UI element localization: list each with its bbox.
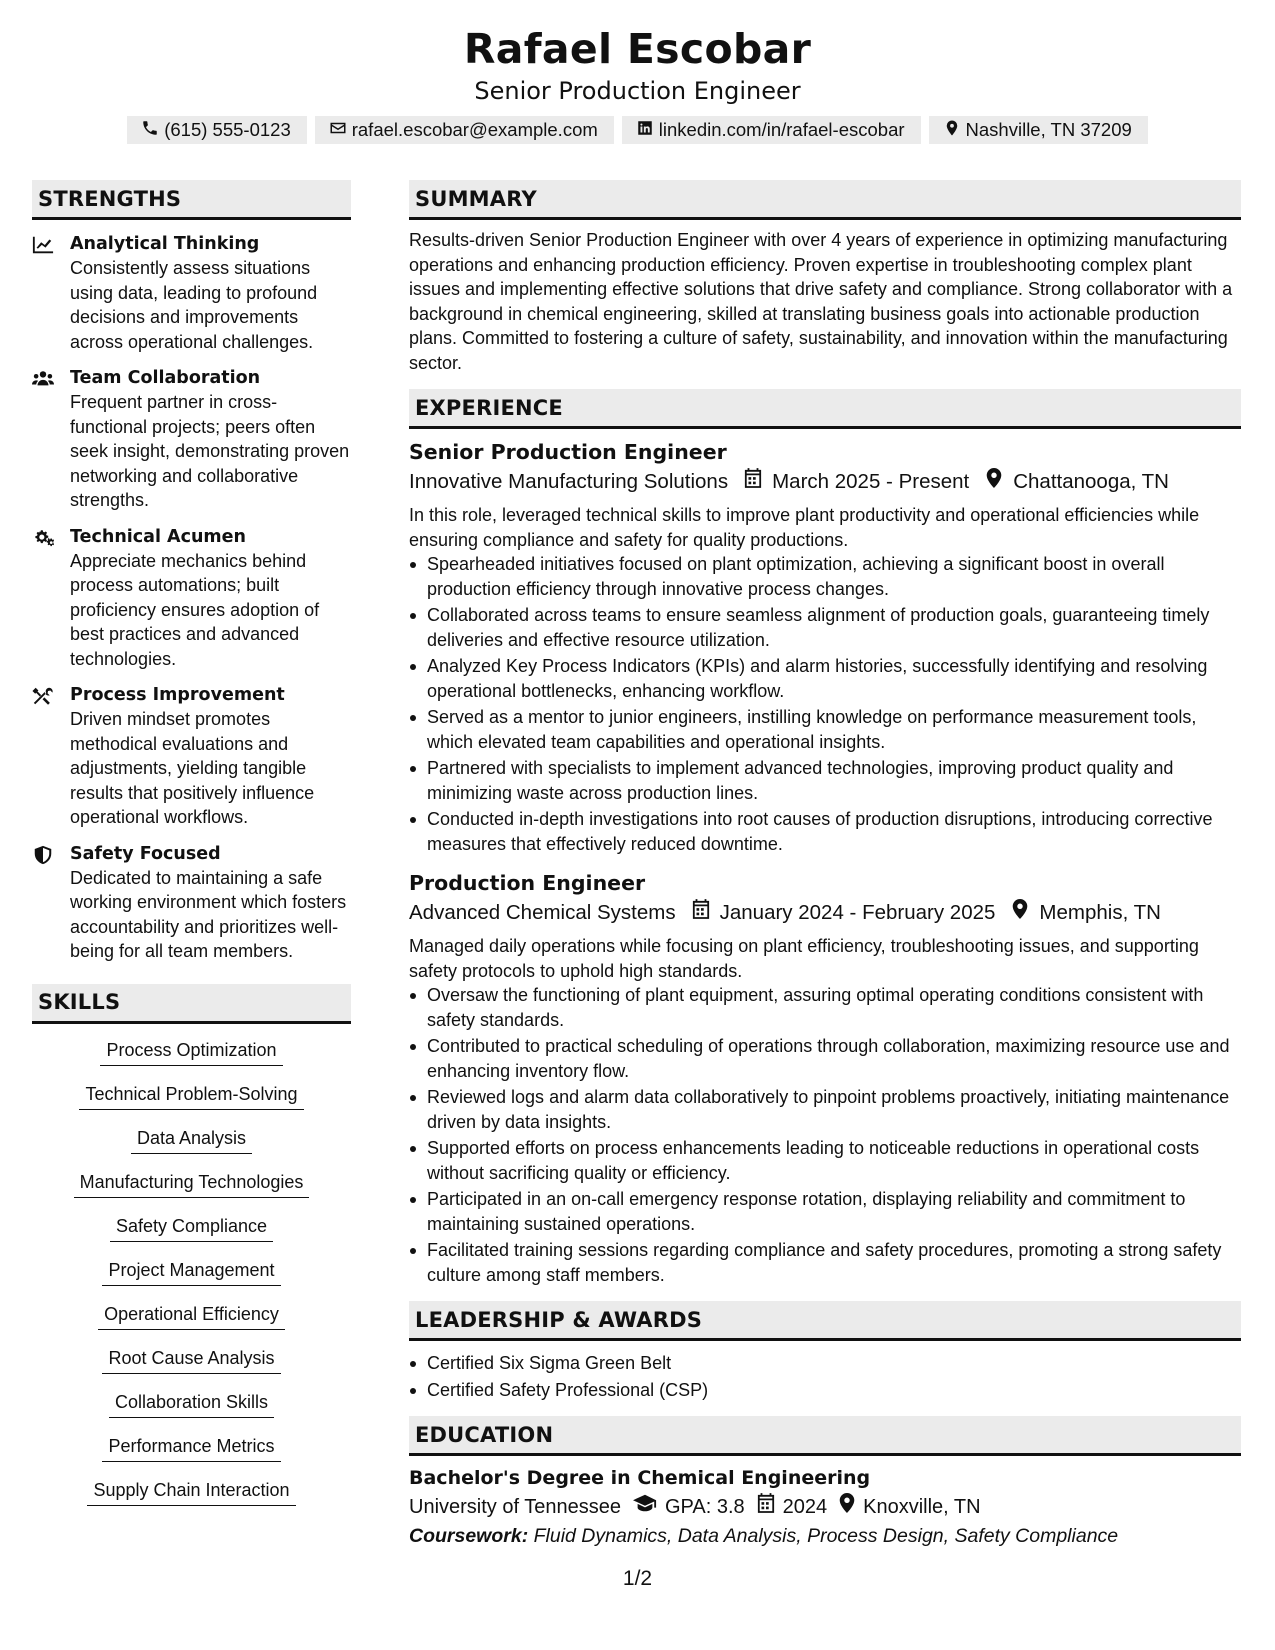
job-entry	[409, 437, 1241, 856]
contact-linkedin	[622, 116, 921, 144]
contact-location	[929, 116, 1148, 144]
job-meta	[409, 898, 1241, 928]
contact-email-text: rafael.escobar@example.com	[351, 119, 598, 140]
job-bullet: Served as a mentor to junior engineers, instilling knowledge on performance measurement tools, which elevated team capabilities and operational insights.	[409, 705, 1241, 754]
map-pin-icon	[995, 898, 1039, 928]
job-bullet: Participated in an on-call emergency response rotation, displaying reliability and commitment to maintaining sustained operations.	[409, 1187, 1241, 1236]
job-title: Senior Production Engineer	[409, 440, 727, 464]
job-dates: January 2024 - February 2025	[719, 901, 996, 924]
calendar-icon	[745, 1492, 783, 1522]
contact-phone-text: (615) 555-0123	[164, 119, 291, 140]
contact-email	[315, 116, 614, 144]
skill-tag: Performance Metrics	[102, 1434, 280, 1462]
gears-icon	[32, 525, 70, 672]
contact-bar	[0, 116, 1275, 144]
skill-tag: Collaboration Skills	[109, 1390, 274, 1418]
map-pin-icon	[943, 119, 961, 142]
awards-list	[409, 1351, 1241, 1402]
strength-name: Technical Acumen	[70, 526, 246, 547]
skill-tag: Supply Chain Interaction	[87, 1478, 295, 1506]
education-location: Knoxville, TN	[863, 1496, 981, 1518]
skill-tag: Process Optimization	[100, 1038, 282, 1066]
education-year: 2024	[782, 1496, 828, 1518]
resume-header	[0, 22, 1275, 144]
job-location: Chattanooga, TN	[1013, 470, 1169, 493]
strengths-heading: STRENGTHS	[32, 180, 351, 220]
strength-name: Analytical Thinking	[70, 234, 260, 254]
skill-tag: Root Cause Analysis	[102, 1346, 280, 1374]
strength-description: Frequent partner in cross-functional projects; peers often seek insight, demonstrating proven networking and collaborative strengths.	[70, 392, 350, 510]
job-bullet: Partnered with specialists to implement advanced technologies, improving product quality and minimizing waste across production lines.	[409, 756, 1241, 805]
strength-item	[32, 232, 351, 354]
strength-name: Safety Focused	[70, 843, 221, 864]
job-entry	[409, 868, 1241, 1287]
envelope-icon	[329, 119, 347, 142]
job-bullet: Reviewed logs and alarm data collaboratively to pinpoint problems proactively, initiating maintenance driven by data insights.	[409, 1085, 1241, 1134]
education-meta	[409, 1492, 1241, 1522]
coursework-list: Fluid Dynamics, Data Analysis, Process Design, Safety Compliance	[533, 1525, 1119, 1547]
education-coursework	[409, 1522, 1241, 1550]
skill-tag: Data Analysis	[131, 1126, 252, 1154]
linkedin-icon	[636, 119, 654, 142]
award-item: Certified Safety Professional (CSP)	[409, 1378, 1241, 1403]
job-bullet: Collaborated across teams to ensure seamless alignment of production goals, guaranteeing timely deliveries and effective resource utilization.	[409, 603, 1241, 652]
strength-item	[32, 683, 351, 830]
right-column	[409, 180, 1241, 1550]
skill-tag: Technical Problem-Solving	[79, 1082, 303, 1110]
coursework-label: Coursework:	[409, 1525, 529, 1547]
page-number: 1/2	[622, 1567, 653, 1590]
job-bullet: Facilitated training sessions regarding compliance and safety procedures, promoting a strong safety culture among staff members.	[409, 1238, 1241, 1287]
calendar-icon	[676, 898, 720, 928]
contact-linkedin-text: linkedin.com/in/rafael-escobar	[658, 119, 905, 140]
job-dates: March 2025 - Present	[772, 470, 970, 493]
contact-location-text: Nashville, TN 37209	[965, 119, 1132, 140]
job-bullet: Contributed to practical scheduling of operations through collaboration, maximizing resource use and enhancing inventory flow.	[409, 1034, 1241, 1083]
map-pin-icon	[969, 467, 1013, 497]
job-intro: Managed daily operations while focusing on plant efficiency, troubleshooting issues, and supporting safety protocols to uphold high standards.	[409, 936, 1199, 981]
skill-tag: Project Management	[102, 1258, 280, 1286]
summary-text: Results-driven Senior Production Engineer with over 4 years of experience in optimizing manufacturing operations and enhancing production efficiency. Proven expertise in troubleshooting complex plant issues and implementing effective solutions that drive safety and compliance. Strong collaborator with a background in chemical engineering, skilled at translating business goals into actionable production plans. Committed to fostering a culture of safety, sustainability, and innovation within the manufacturing sector.	[409, 230, 1233, 373]
job-bullets	[409, 552, 1241, 856]
phone-icon	[141, 119, 159, 142]
education-degree: Bachelor's Degree in Chemical Engineering	[409, 1467, 871, 1489]
experience-heading: EXPERIENCE	[409, 389, 1241, 429]
job-company: Innovative Manufacturing Solutions	[409, 470, 729, 493]
strength-name: Team Collaboration	[70, 368, 261, 388]
job-title: Production Engineer	[409, 871, 646, 895]
graduation-cap-icon	[621, 1492, 665, 1522]
contact-phone	[127, 116, 307, 144]
users-icon	[32, 366, 70, 513]
job-bullet: Supported efforts on process enhancements leading to noticeable reductions in operational costs without sacrificing quality or efficiency.	[409, 1136, 1241, 1185]
strength-description: Driven mindset promotes methodical evaluations and adjustments, yielding tangible results that positively influence operational workflows.	[70, 709, 315, 827]
job-intro: In this role, leveraged technical skills to improve plant productivity and operational efficiencies while ensuring compliance and safety for quality productions.	[409, 505, 1200, 550]
strengths-list	[32, 232, 351, 964]
strength-name: Process Improvement	[70, 685, 285, 705]
strength-item	[32, 366, 351, 513]
tools-icon	[32, 683, 70, 830]
education-heading: EDUCATION	[409, 1416, 1241, 1456]
strength-item	[32, 842, 351, 964]
summary-heading: SUMMARY	[409, 180, 1241, 220]
job-company: Advanced Chemical Systems	[409, 901, 676, 924]
calendar-icon	[728, 467, 772, 497]
skills-list	[32, 1038, 351, 1522]
strength-item	[32, 525, 351, 672]
job-meta	[409, 467, 1241, 497]
job-bullet: Oversaw the functioning of plant equipment, assuring optimal operating conditions consistent with safety standards.	[409, 983, 1241, 1032]
left-column	[32, 180, 351, 1522]
education-gpa: GPA: 3.8	[664, 1496, 745, 1518]
candidate-name: Rafael Escobar	[463, 25, 812, 73]
strength-description: Dedicated to maintaining a safe working environment which fosters accountability and prioritizes well-being for all team members.	[70, 867, 347, 961]
job-bullet: Conducted in-depth investigations into root causes of production disruptions, introducing corrective measures that effectively reduced downtime.	[409, 807, 1241, 856]
skill-tag: Manufacturing Technologies	[74, 1170, 310, 1198]
map-pin-icon	[827, 1492, 863, 1522]
job-location: Memphis, TN	[1039, 901, 1161, 924]
skills-heading: SKILLS	[32, 984, 351, 1024]
awards-heading: LEADERSHIP & AWARDS	[409, 1301, 1241, 1341]
award-item: Certified Six Sigma Green Belt	[409, 1351, 1241, 1376]
strength-description: Appreciate mechanics behind process automations; built proficiency ensures adoption of best practices and advanced technologies.	[70, 550, 320, 669]
shield-icon	[32, 842, 70, 964]
strength-description: Consistently assess situations using data, leading to profound decisions and improvements across operational challenges.	[70, 258, 318, 352]
job-bullets	[409, 983, 1241, 1287]
job-bullet: Spearheaded initiatives focused on plant optimization, achieving a significant boost in overall production efficiency through innovative process changes.	[409, 552, 1241, 601]
skill-tag: Safety Compliance	[110, 1214, 273, 1242]
job-bullet: Analyzed Key Process Indicators (KPIs) and alarm histories, successfully identifying and resolving operational bottlenecks, enhancing workflow.	[409, 654, 1241, 703]
candidate-title: Senior Production Engineer	[474, 77, 801, 105]
education-school: University of Tennessee	[409, 1496, 621, 1518]
skill-tag: Operational Efficiency	[98, 1302, 285, 1330]
chart-line-icon	[32, 232, 70, 354]
